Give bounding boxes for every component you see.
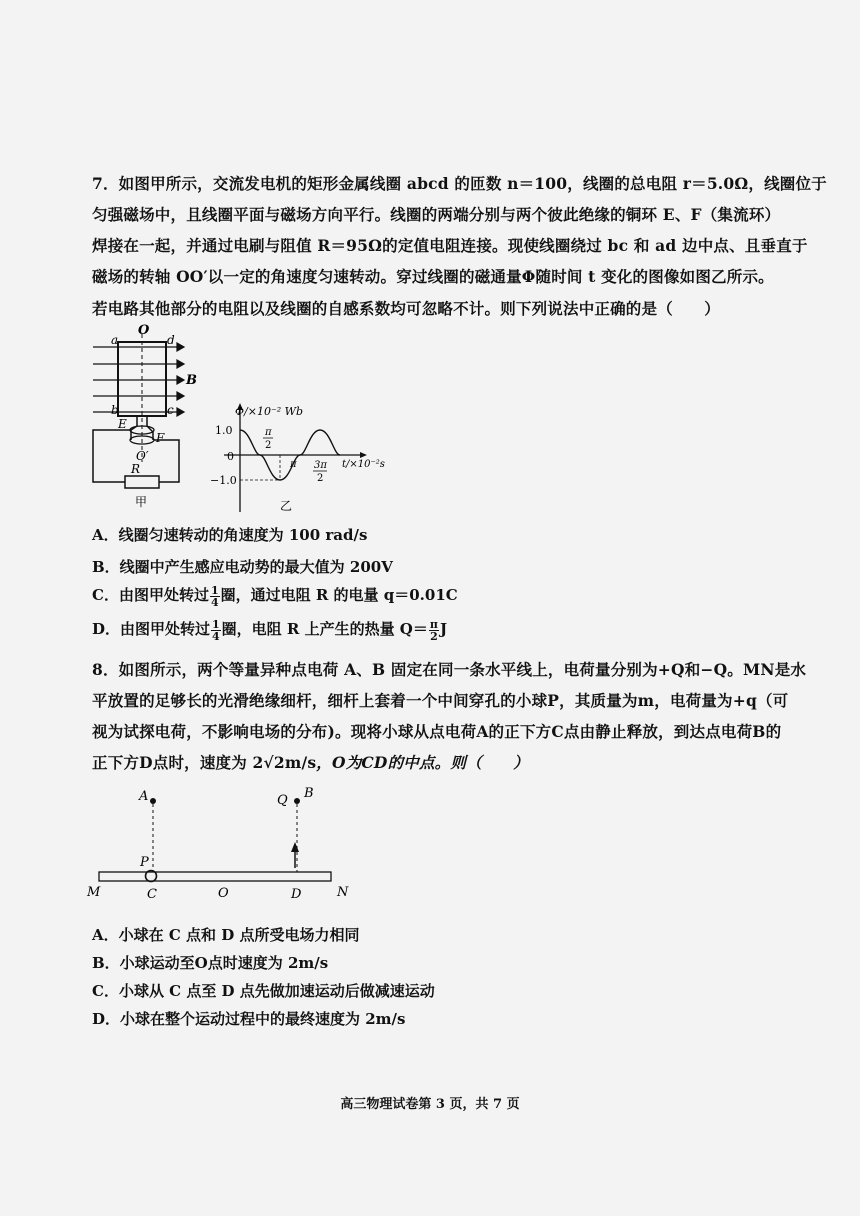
q8-label-C: C (147, 887, 157, 900)
label-F: F (156, 431, 165, 445)
yi-x-tick-3pi2-den: 2 (317, 473, 324, 484)
q8-label-M: M (87, 885, 101, 900)
q7-line-3: 焊接在一起，并通过电刷与阻值 R＝95Ω的定值电阻连接。现使线圈绕过 bc 和 ad 边中点、且垂直于 (92, 236, 808, 255)
q8-option-d: D．小球在整个运动过程中的最终速度为 2m/s (92, 1010, 406, 1028)
label-O-prime: O′ (136, 449, 149, 463)
q7-option-b: B．线圈中产生感应电动势的最大值为 200V (92, 558, 393, 576)
yi-y-tick-1: 1.0 (215, 424, 233, 437)
yi-x-tick-pi2-num: π (265, 427, 272, 438)
q8-label-P: P (140, 855, 149, 870)
q7-option-d: D．由图甲处转过 $\frac{1}{4}$ 圈，电阻 R 上产生的热量 Q＝ $\frac{\pi}{2}$ J (92, 617, 448, 643)
q7-line-5: 若电路其他部分的电阻以及线圈的自感系数均可忽略不计。则下列说法中正确的是（ ） (92, 299, 721, 318)
q8-option-a: A．小球在 C 点和 D 点所受电场力相同 (92, 926, 360, 944)
q8-line-2: 平放置的足够长的光滑绝缘细杆，细杆上套着一个中间穿孔的小球P，其质量为m，电荷量为+q（可 (92, 691, 789, 710)
yi-x-tick-3pi2-num: 3π (314, 460, 327, 471)
label-a: a (111, 333, 119, 347)
q7-line-4: 磁场的转轴 OO′以一定的角速度匀速转动。穿过线圈的磁通量Φ随时间 t 变化的图像如图乙所示。 (92, 267, 774, 286)
q8-option-b: B．小球运动至O点时速度为 2m/s (92, 954, 329, 972)
label-B-field: B (186, 373, 197, 388)
q8-line-3: 视为试探电荷，不影响电场的分布)。现将小球从点电荷A的正下方C点由静止释放，到达点电荷B的 (92, 722, 782, 741)
yi-y-tick-0: 0 (227, 450, 234, 463)
q8-line-4: 正下方D点时，速度为 2√2m/s，O为CD的中点。则（ ） (92, 753, 529, 772)
q8-label-B: B (304, 786, 314, 801)
q7-option-c: C．由图甲处转过 $\frac{1}{4}$ 圈，通过电阻 R 的电量 q＝0.01C (92, 583, 458, 609)
q8-label-A: A (139, 789, 149, 804)
yi-x-tick-pi: π (290, 459, 297, 470)
q8-label-Q: Q (277, 793, 288, 808)
label-c: c (167, 403, 174, 417)
page-footer: 高三物理试卷第 3 页，共 7 页 (340, 1097, 520, 1112)
caption-jia: 甲 (135, 495, 148, 509)
q8-label-D: D (291, 887, 302, 900)
q8-label-O: O (218, 886, 229, 900)
yi-x-tick-pi2-den: 2 (265, 440, 272, 451)
q7-line-2: 匀强磁场中，且线圈平面与磁场方向平行。线圈的两端分别与两个彼此绝缘的铜环 E、F（集流环） (92, 205, 781, 224)
q8-label-N: N (337, 885, 349, 900)
figure-yi-flux-graph (210, 400, 400, 515)
label-E: E (118, 417, 127, 431)
label-O: O (138, 323, 150, 338)
caption-yi: 乙 (280, 499, 293, 513)
yi-x-axis-label: t/×10⁻²s (342, 459, 385, 470)
label-R: R (131, 462, 141, 476)
q8-option-c: C．小球从 C 点至 D 点先做加速运动后做减速运动 (92, 982, 435, 1000)
q8-line-1: 8．如图所示，两个等量异种点电荷 A、B 固定在同一条水平线上，电荷量分别为+Q和−Q。MN是水 (92, 660, 807, 679)
figure-jia-generator-circuit (85, 322, 210, 512)
q7-option-a: A．线圈匀速转动的角速度为 100 rad/s (92, 526, 368, 544)
q7-line-1: 7．如图甲所示，交流发电机的矩形金属线圈 abcd 的匝数 n＝100，线圈的总电阻 r＝5.0Ω，线圈位于 (92, 174, 827, 193)
yi-y-axis-label: Φ/×10⁻² Wb (235, 405, 303, 418)
label-b: b (111, 403, 119, 417)
figure-q8-charges-rod (85, 780, 365, 900)
label-d: d (167, 333, 175, 347)
yi-y-tick-neg1: −1.0 (210, 474, 237, 487)
